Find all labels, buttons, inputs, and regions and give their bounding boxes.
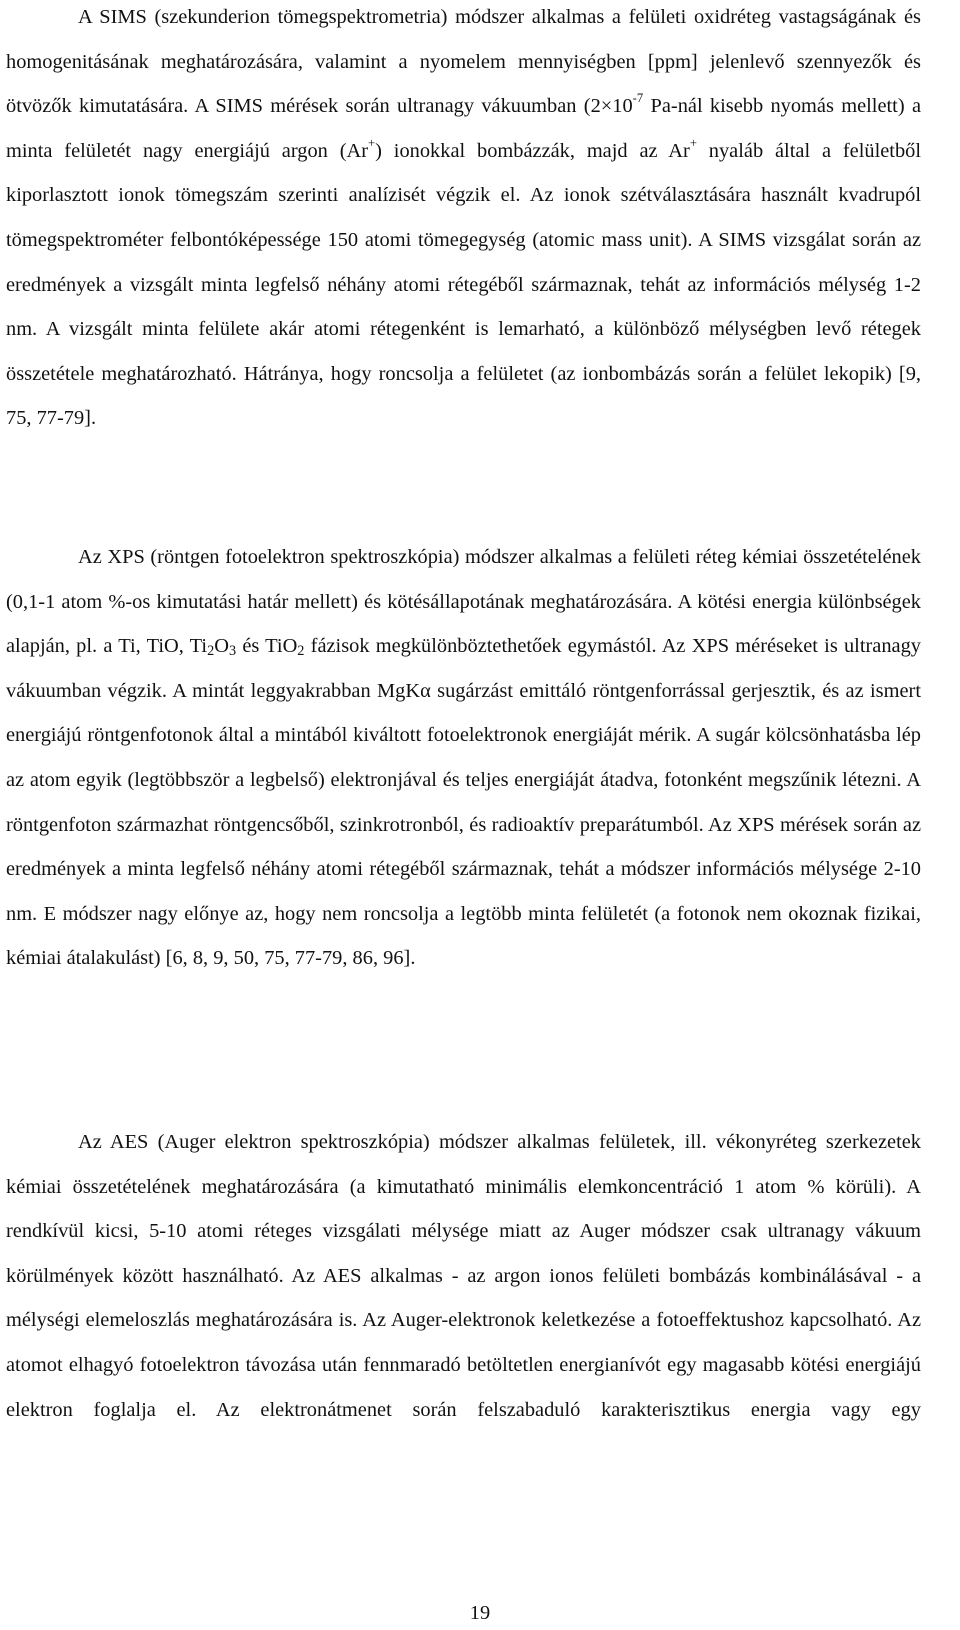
sims-text-3: ) ionokkal bombázzák, majd az Ar [375,139,690,162]
xps-text-1: Az XPS (röntgen fotoelektron spektroszkópia) módszer alkalmas a felületi réteg kémiai összetételének (0,1-1 atom %-os kimutatási határ mellett) és kötésállapotának meghatározására. A kötési energia különbségek alapján, pl. a Ti, TiO, Ti [6,546,921,658]
aes-text-1: Az AES (Auger elektron spektroszkópia) módszer alkalmas felületek, ill. vékonyréteg szerkezetek kémiai összetételének meghatározására (a kimutatható minimális elemkoncentráció 1 atom % körüli). A rendkívül kicsi, 5-10 atomi réteges vizsgálati mélysége miatt az Auger módszer csak ultranagy vákuum körülmények között használható. Az AES alkalmas - az argon ionos felületi bombázás kombinálásával - a mélységi elemeloszlás meghatározására is. Az Auger-elektronok keletkezése a fotoeffektushoz kapcsolható. Az atomot elhagyó fotoelektron távozása után fennmaradó betöltetlen energianívót egy magasabb kötési energiájú elektron foglalja el. Az elektronátmenet során felszabaduló karakterisztikus energia vagy egy [6,1131,921,1421]
page-number: 19 [469,1602,491,1624]
paragraph-xps [6,535,921,981]
sims-exponent: -7 [632,91,644,106]
xps-subscript-1: 2 [207,643,215,660]
xps-text-2: O [214,635,229,658]
paragraph-sims [6,0,921,441]
sims-text-1: A SIMS (szekunderion tömegspektrometria) módszer alkalmas a felületi oxidréteg vastagságának és homogenitásának meghatározására, valamint a nyomelem mennyiségben [ppm] jelenlevő szennyezők és ötvözők kimutatására. A SIMS mérések során ultranagy vákuumban (2×10 [6,6,921,118]
paragraph-aes [6,1120,921,1432]
xps-subscript-3: 2 [297,643,305,660]
sims-ion-charge-2: + [689,135,697,150]
sims-text-4: nyaláb által a felületből kiporlasztott ionok tömegszám szerinti analízisét végzik el. Az ionok szétválasztására használt kvadrupól tömegspektrométer felbontóképessége 150 atomi tömegegység (atomic mass unit). A SIMS vizsgálat során az eredmények a vizsgált minta legfelső néhány atomi rétegéből származnak, tehát az információs mélység 1-2 nm. A vizsgált minta felülete akár atomi rétegenként is lemarható, a különböző mélységben levő rétegek összetétele meghatározható. Hátránya, hogy roncsolja a felületet (az ionbombázás során a felület lekopik) [9, 75, 77-79]. [6,139,922,430]
xps-text-3: és TiO [236,635,298,658]
sims-ion-charge-1: + [368,135,376,150]
sims-text-2: Pa-nál kisebb nyomás mellett) a minta felületét nagy energiájú argon (Ar [6,95,921,162]
xps-text-4: fázisok megkülönböztethetőek egymástól. Az XPS méréseket is ultranagy vákuumban végzik. A mintát leggyakrabban MgKα sugárzást emittáló röntgenforrással gerjesztik, és az ismert energiájú röntgenfotonok által a mintából kiváltott fotoelektronok energiáját mérik. A sugár kölcsönhatásba lép az atom egyik (legtöbbször a legbelső) elektronjával és teljes energiáját átadva, fotonként megszűnik létezni. A röntgenfoton származhat röntgencsőből, szinkrotronból, és radioaktív preparátumból. Az XPS mérések során az eredmények a minta legfelső néhány atomi rétegéből származnak, tehát a módszer információs mélysége 2-10 nm. E módszer nagy előnye az, hogy nem roncsolja a legtöbb minta felületét (a fotonok nem okoznak fizikai, kémiai átalakulást) [6, 8, 9, 50, 75, 77-79, 86, 96]. [6,635,921,970]
xps-subscript-2: 3 [228,643,237,660]
